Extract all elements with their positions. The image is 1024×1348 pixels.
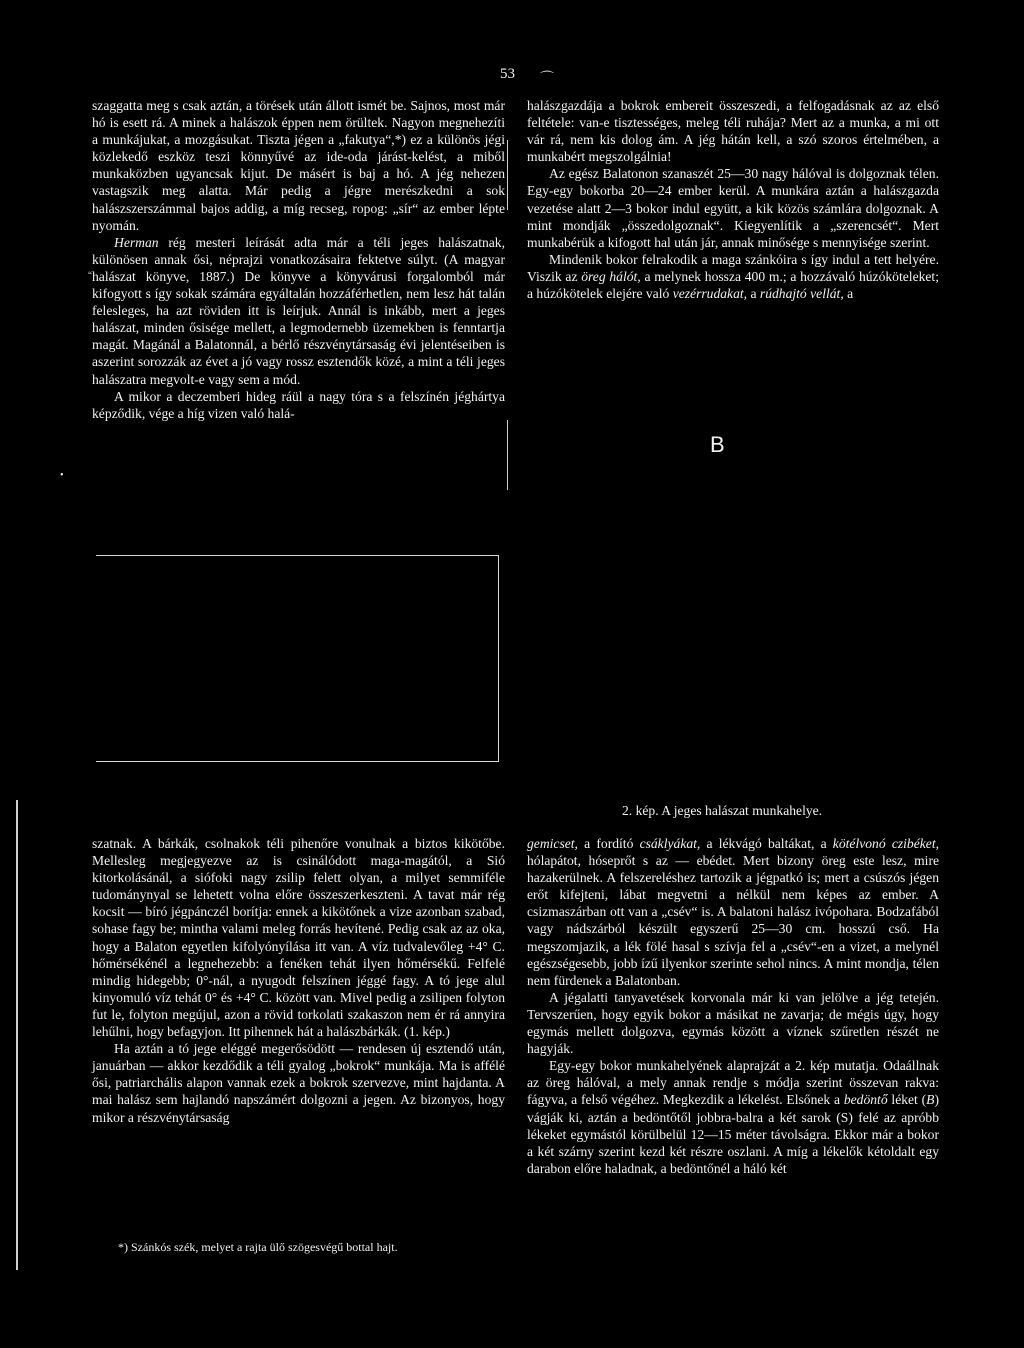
paragraph: szatnak. A bárkák, csolnakok téli pihenőre vonulnak a biztos kikötőbe. Mellesleg megjegyezve az is csinálódott maga-magától, a Sió kitorkolásánál, a siófoki nagy zsilip felett olyan, a milyet semmiféle tudománynyal se lehetett volna előre összeszerkeszteni. A tavat már rég kocsit — bíró jégpánczél borítja: ennek a kikötőnek a vize azonban szabad, sohase fagy be; mintha valami meleg forrás hevítené. Pedig csak az az oka, hogy a Balaton egyetlen kifolyónyílása itt van. A víz tudvalevőleg +4° C. hőmérsékénél a legnehezebb: a fenéken tehát ilyen hőmérsékű. Felfelé mindig hidegebb; 0°-nál, a nyugodt felszínen jéggé fagy. A tó jege alul kinyomuló víz tehát 0° és +4° C. között van. Mivel pedig a zsilipen folyton fut le, folyton megújul, azon a rövid torkolati szakaszon nem ér rá annyira lehűlni, hogy befagyjon. Itt pihennek hát a halászbárkák. (1. kép.) bbox=[92, 836, 505, 1040]
author-name: Herman bbox=[114, 234, 159, 250]
column-top-right bbox=[527, 97, 939, 302]
figure-label: B bbox=[710, 432, 725, 457]
term: rúdhajtó vellát, bbox=[759, 286, 844, 302]
paragraph-text: rég mesteri leírását adta már a téli jeges halászatnak, különösen annak ősi, néprajzi vonatkozásaira fektetve súlyt. (A magyar halászat könyve, 1887.) De könyve a könyvárusi forgalomból már kifogyott s így sokak számára egyáltalán hozzáférhetlen, nem lesz hát talán felesleges, ha azt röviden itt is leírjuk. Annál is inkább, mert a jeges halászat, minden ősisége mellett, a legmodernebb üzemekben is fenntartja magát. Magánál a Balatonnál, a bérlő részvénytársaság évi jelentéseiben is aszerint sorozzák az évet a jó vagy rossz esztendők közé, a mint a téli jeges halászatra megvolt-e vagy sem a mód. bbox=[92, 234, 505, 387]
term: vezérrudakat, bbox=[672, 286, 748, 302]
term: gemicset, bbox=[527, 836, 578, 851]
paragraph: halászgazdája a bokrok embereit összeszedi, a felfogadásnak az az első feltétele: van-e tisztességes, meleg téli ruhája? Mert az a munka, a mi ott vár rá, nem kis dolog ám. A jég hátán kell, a szó szoros értelmében, a munkabért megszolgálnia! bbox=[527, 98, 939, 165]
paragraph-text: a bbox=[747, 286, 760, 302]
paragraph bbox=[527, 1057, 939, 1177]
smudge-mark: “ bbox=[88, 270, 92, 280]
paragraph-text: Egy-egy bokor munkahelyének alaprajzát a 2. kép mutatja. Odaállnak az öreg hálóval, a mely annak rendje s módja szerint összevan rakva: fágyva, a felső végéhez. Megkezdik a lékelést. Elsőnek a bbox=[527, 1058, 939, 1108]
paragraph: Az egész Balatonon szanaszét 25—30 nagy hálóval is dolgoznak télen. Egy-egy bokorba 20—24 ember kerül. A munkára aztán a halászgazda vezetése alatt 2—3 bokor indul együtt, a kik közös számlára dolgoznak. A mint mondják „összedolgoznak“. Kiegyenlítik a „szerencsét“. Mert munkabérük a kifogott hal után jár, annak minősége s mennyisége szerint. bbox=[527, 166, 939, 250]
figure-caption: 2. kép. A jeges halászat munkahelye. bbox=[622, 803, 823, 818]
paragraph-text: a bbox=[843, 286, 854, 302]
paragraph-text: Mindenik bokor felrakodik a maga szánkóira s így indul a tett helyére. Viszik az bbox=[527, 251, 939, 284]
paragraph: A mikor a deczemberi hideg ráül a nagy tóra s a felszínén jéghártya képződik, vége a híg vizen való halá- bbox=[92, 388, 505, 421]
paragraph bbox=[92, 234, 505, 388]
paragraph-text: a lékvágó baltákat, a bbox=[700, 836, 833, 851]
paragraph-text: a melynek hossza 400 m.; a hozzávaló húzóköteleket; a húzókötelek elejére való bbox=[527, 268, 939, 302]
scan-mark bbox=[507, 140, 508, 210]
page-ornament: ⌒ bbox=[540, 72, 554, 87]
term: B bbox=[926, 1092, 935, 1108]
paragraph-text: a fordító bbox=[577, 836, 640, 851]
paragraph-text: léket ( bbox=[887, 1092, 927, 1108]
column-bottom-left bbox=[92, 835, 505, 1126]
paragraph bbox=[527, 835, 939, 989]
figure-frame bbox=[96, 555, 499, 762]
column-top-left bbox=[92, 97, 505, 422]
footnote: *) Szánkós szék, melyet a rajta ülő szögesvégű bottal hajt. bbox=[118, 1240, 398, 1254]
term: kötélvonó czibéket, bbox=[832, 836, 939, 851]
bullet-mark: • bbox=[60, 470, 64, 481]
page-number: 53 bbox=[500, 66, 515, 82]
paragraph: Ha aztán a tó jege eléggé megerősödött — rendesen új esztendő után, januárban — akkor kezdődik a téli gyalog „bokrok“ munkája. Ma is affélé ősi, patriarchális alapon vannak ezek a bokrok szervezve, mint hajdanta. A mai halász sem hajlandó napszámért dolgozni a jegen. Az bizonyos, hogy mikor a részvénytársaság bbox=[92, 1041, 505, 1125]
column-bottom-right bbox=[527, 835, 939, 1177]
scan-edge-line bbox=[16, 800, 18, 1270]
paragraph-text: ) vágják ki, aztán a bedöntőtől jobbra-balra a két sarok (S) felé az apróbb lékeket egymástól körülbelül 12—15 méter távolságra. Ekkor már a bokor a két szárny szerint kezd két részre oszlani. A míg a lékelők kétoldalt egy darabon előre haladnak, a bedöntőnél a háló két bbox=[527, 1092, 939, 1176]
term: öreg hálót, bbox=[581, 268, 641, 284]
paragraph: szaggatta meg s csak aztán, a törések után állott ismét be. Sajnos, most már hó is esett rá. A minek a halászok éppen nem örültek. Nagyon megnehezíti a munkájukat, a mozgásukat. Tiszta jégen a „fakutya“,*) ez a különös jégi közlekedő eszköz teszi könnyűvé az ide-oda járást-kelést, a miből munkaközben ugyancsak kijut. De másért is baj a hó. A jég nehezen vastagszik meg alatta. Már pedig a jégre merészkedni a sok halászszerszámmal bajos addig, a míg recseg, ropog: „sír“ az ember lépte nyomán. bbox=[92, 98, 505, 233]
term: csáklyákat, bbox=[639, 836, 701, 851]
scan-mark bbox=[507, 420, 508, 490]
term: bedöntő bbox=[843, 1092, 888, 1108]
paragraph: A jégalatti tanyavetések korvonala már ki van jelölve a jég tetején. Tervszerűen, hogy egyik bokor a másikat ne zavarja; de mégis úgy, hogy egymás mellett dolgozva, egymás között a víznek szűretlen részét ne hagyják. bbox=[527, 989, 939, 1057]
paragraph bbox=[527, 251, 939, 302]
paragraph-text: hólapátot, hóseprőt s az — ebédet. Mert bizony öreg este lesz, mire hazakerülnek. A felszereléshez tartozik a jégpatkó is; mert a csúszós jégen erőt kifejteni, lábat megvetni a nélkül nem képes az ember. A csizmaszárban ott van a „csév“ is. A balatoni halász ivópohara. Bodzafából vagy nádszárból készült egyszerű 25—30 cm. hosszú cső. Ha megszomjazik, a lék fölé hasal s szívja fel a „csév“-en a vizet, a melynél egészségesebb, jobb ízű ilyenkor szerinte sehol nincs. A mint mondja, télen nem fürdenek a Balatonban. bbox=[527, 853, 939, 988]
